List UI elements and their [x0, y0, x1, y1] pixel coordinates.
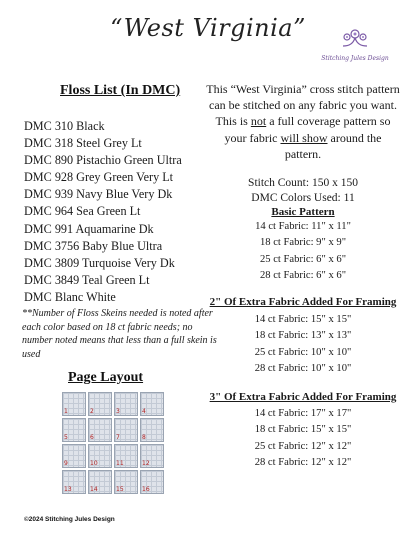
- layout-page-tile: [62, 418, 86, 442]
- fabric-size-item: 18 ct Fabric: 13" x 13": [254, 330, 352, 342]
- layout-page-number: 7: [116, 434, 120, 441]
- intro-paragraph: [205, 81, 401, 162]
- layout-page-number: 13: [64, 486, 72, 493]
- colors-used: DMC Colors Used: 11: [251, 192, 355, 204]
- floss-list: [24, 118, 224, 306]
- floss-item: DMC 3809 Turquoise Very Dk: [24, 255, 175, 270]
- fabric-size-item: 25 ct Fabric: 6" x 6": [259, 253, 347, 265]
- floss-list-heading: Floss List (In DMC): [60, 83, 181, 98]
- fabric-size-item: 14 ct Fabric: 11" x 11": [255, 221, 351, 232]
- basic-pattern-heading: Basic Pattern: [271, 206, 335, 218]
- floss-note: **Number of Floss Skeins needed is noted after each color based on 18 ct fabric needs; no number noted means that less than a full skein is used: [22, 308, 217, 360]
- layout-page-number: 15: [116, 486, 124, 493]
- layout-page-number: 5: [64, 434, 68, 441]
- layout-page-number: 16: [142, 486, 150, 493]
- stitch-count: Stitch Count: 150 x 150: [248, 177, 358, 189]
- floss-item: DMC 928 Grey Green Very Lt: [24, 170, 174, 185]
- layout-page-tile: [140, 392, 164, 416]
- floss-item: DMC 964 Sea Green Lt: [24, 204, 141, 219]
- fabric-size-item: 18 ct Fabric: 9" x 9": [259, 237, 347, 249]
- brand-name: Stitching Jules Design: [321, 55, 389, 62]
- layout-page-tile: [114, 418, 138, 442]
- layout-page-number: 6: [90, 434, 94, 441]
- intro-will-show: will show: [280, 130, 328, 145]
- fabric-size-item: 14 ct Fabric: 17" x 17": [254, 408, 352, 419]
- layout-page-number: 4: [142, 408, 146, 415]
- layout-page-tile: [114, 392, 138, 416]
- fabric-size-item: 28 ct Fabric: 10" x 10": [254, 362, 352, 374]
- floral-logo-icon: [335, 24, 375, 50]
- layout-page-tile: [88, 418, 112, 442]
- layout-page-tile: [88, 470, 112, 494]
- floss-item: DMC Blanc White: [24, 289, 116, 304]
- layout-page-tile: [88, 444, 112, 468]
- floss-item: DMC 3756 Baby Blue Ultra: [24, 238, 163, 253]
- intro-part-1: This “West Virginia” cross stitch pattern can be stitched on any fabric you want. This is: [206, 82, 400, 129]
- framing-2in-sizes: [205, 312, 401, 377]
- pattern-stats: [205, 176, 401, 206]
- page-layout-heading: Page Layout: [68, 370, 144, 385]
- layout-page-tile: [62, 444, 86, 468]
- layout-page-tile: [140, 418, 164, 442]
- floss-item: DMC 890 Pistachio Green Ultra: [24, 153, 182, 168]
- fabric-size-item: 25 ct Fabric: 10" x 10": [254, 346, 352, 358]
- floss-item: DMC 991 Aquamarine Dk: [24, 221, 154, 236]
- layout-page-number: 14: [90, 486, 98, 493]
- layout-page-number: 3: [116, 408, 120, 415]
- framing-3in-sizes: [205, 406, 401, 471]
- copyright: ©2024 Stitching Jules Design: [24, 516, 115, 523]
- layout-page-number: 2: [90, 408, 94, 415]
- layout-page-tile: [140, 444, 164, 468]
- page-layout-grid: [62, 392, 164, 496]
- floss-item: DMC 310 Black: [24, 119, 105, 133]
- layout-page-tile: [114, 470, 138, 494]
- intro-not: not: [250, 114, 267, 129]
- fabric-size-item: 28 ct Fabric: 6" x 6": [259, 269, 347, 281]
- layout-page-number: 12: [142, 460, 150, 467]
- fabric-size-item: 28 ct Fabric: 12" x 12": [254, 456, 352, 468]
- layout-page-tile: [114, 444, 138, 468]
- intro-part-3: around the pattern.: [284, 130, 382, 161]
- fabric-size-item: 14 ct Fabric: 15" x 15": [254, 314, 352, 325]
- floss-item: DMC 3849 Teal Green Lt: [24, 272, 150, 287]
- brand-logo: [320, 24, 390, 64]
- layout-page-number: 10: [90, 460, 98, 467]
- basic-pattern-sizes: [205, 219, 401, 284]
- layout-page-number: 11: [116, 460, 124, 467]
- layout-page-number: 9: [64, 460, 68, 467]
- layout-page-tile: [62, 470, 86, 494]
- intro-part-2: a full coverage pattern so your fabric: [224, 114, 391, 145]
- fabric-size-item: 18 ct Fabric: 15" x 15": [254, 424, 352, 436]
- layout-page-tile: [88, 392, 112, 416]
- floss-item: DMC 939 Navy Blue Very Dk: [24, 187, 173, 202]
- layout-page-number: 1: [64, 408, 68, 415]
- layout-page-number: 8: [142, 434, 146, 441]
- floss-item: DMC 318 Steel Grey Lt: [24, 136, 142, 151]
- layout-page-tile: [62, 392, 86, 416]
- layout-page-tile: [140, 470, 164, 494]
- fabric-size-item: 25 ct Fabric: 12" x 12": [254, 440, 352, 452]
- framing-2in-heading: 2" Of Extra Fabric Added For Framing: [209, 296, 397, 308]
- framing-3in-heading: 3" Of Extra Fabric Added For Framing: [209, 391, 397, 403]
- page-title: “West Virginia”: [110, 14, 306, 42]
